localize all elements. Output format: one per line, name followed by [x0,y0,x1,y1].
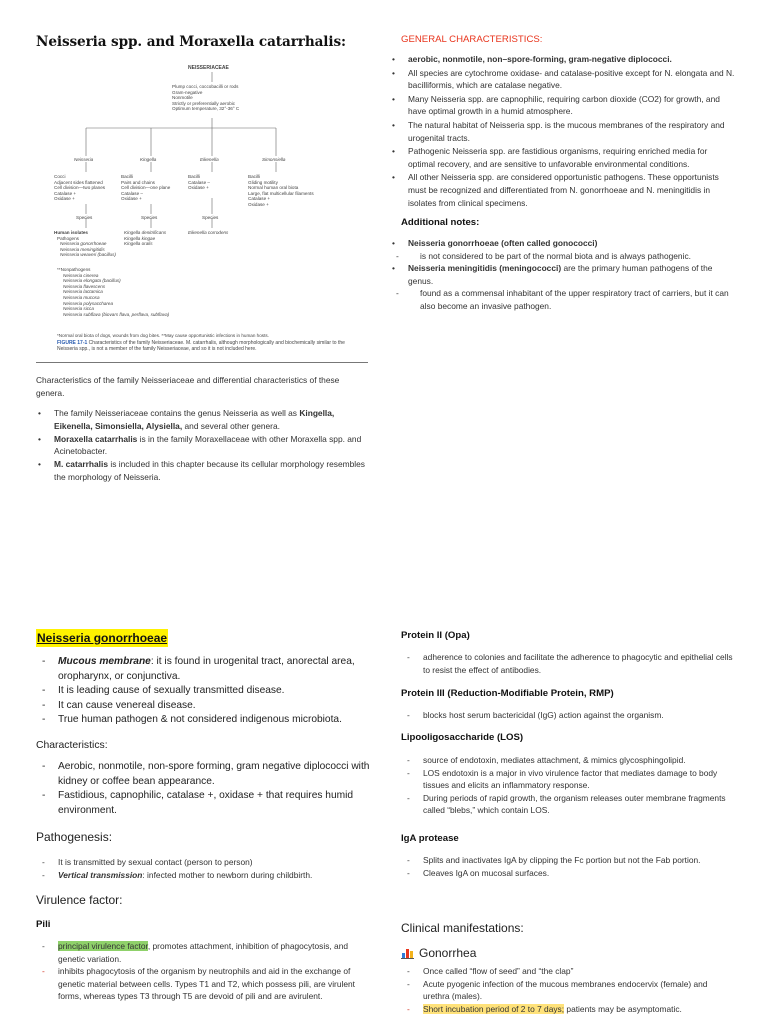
list-item: - True human pathogen & not considered indigenous microbiota. [36,713,370,728]
list-item: - blocks host serum bactericidal (IgG) action against the organism. [401,709,735,722]
list-item: - During periods of rapid growth, the organism releases outer membrane fragments called “blebs,” which contain LOS. [401,792,735,817]
prop: Oxidase + [121,196,142,202]
list-item: • Moraxella catarrhalis is in the family Moraxellaceae with other Moraxella spp. and Acinetobacter. [36,433,368,458]
list-item: - Short incubation period of 2 to 7 days; patients may be asymptomatic. [401,1003,735,1016]
species-label: Species [202,215,219,220]
gonorrhea-heading: Gonorrhea [401,946,476,960]
prop: Normal human oral biota [248,185,299,191]
genus-neisseria: Neisseria [74,157,94,162]
gonorrhoeae-intro [36,655,370,728]
list-item: - It is transmitted by sexual contact (person to person) [36,856,370,869]
figure-caption [57,340,357,352]
list-item: - Fastidious, capnophilic, catalase +, oxidase + that requires humid environment. [36,789,370,818]
left-bullets [36,407,368,484]
list-item: - found as a commensal inhabitant of the upper respiratory tract of carriers, but it can also become an invasive pathogen. [390,287,735,312]
species-item: Neisseria polysaccharea [63,300,114,306]
gonorrhoeae-title: Neisseria gonorrhoeae [37,631,168,645]
prop: Gliding motility [248,179,278,185]
opa-list [401,651,735,676]
figure-footnote: *Normal oral biota of dogs, wounds from dog bites. **May cause opportunistic infections in human hosts. [57,333,269,338]
rmp-heading: Protein III (Reduction-Modifiable Protein, RMP) [401,688,614,699]
prop: Catalase – [121,190,143,196]
list-item: • Neisseria gonorrhoeae (often called gonococci) [390,237,735,250]
species-item: Neisseria subflava (biovars flava, perflava, subflava) [63,311,170,317]
neisseria-species [54,230,116,258]
species-item: Neisseria weaveri (bacillus) [60,252,116,258]
list-item: - Acute pyogenic infection of the mucous membranes endocervix (female) and urethra (males). [401,978,735,1003]
species-item: Neisseria lactamica [63,289,103,295]
prop: Oxidase + [248,201,269,207]
iga-heading: IgA protease [401,833,459,844]
prop: Oxidase + [188,185,209,191]
list-item: • All other Neisseria spp. are considered opportunistic pathogens. These opportunists must be recognized and differentiated from N. gonorrhoeae and N. meningitidis in isolates from clinical specimens. [390,171,735,209]
figure-description: Characteristics of the family Neisseriaceae and differential characteristics of these genera. [36,375,340,398]
characteristics-heading: Characteristics: [36,740,108,751]
prop: Gram-negative [172,89,203,95]
caption-label: FIGURE 17-1 [57,340,88,346]
rmp-list [401,709,735,722]
list-item: • aerobic, nonmotile, non–spore-forming, gram-negative diplococci. [390,53,735,66]
list-item: - Cleaves IgA on mucosal surfaces. [401,867,735,880]
prop: Catalase – [188,179,210,185]
species-item: **Nonpathogens [57,267,91,272]
eikenella-props [188,174,210,191]
neisseriaceae-figure [36,60,368,364]
prop: Catalase + [54,190,77,196]
figure-divider [36,362,368,363]
list-item: • Pathogenic Neisseria spp. are fastidious organisms, requiring enriched media for optimal recovery, and are sensitive to unfavorable environmental conditions. [390,145,735,170]
page-title: Neisseria spp. and Moraxella catarrhalis: [36,34,346,50]
list-item: - It is leading cause of sexually transmitted disease. [36,684,370,699]
pili-list [36,940,370,1003]
characteristics-list [36,760,370,818]
gonorrhea-list [401,965,735,1015]
list-item: - Mucous membrane: it is found in urogenital tract, anorectal area, oropharynx, or conjunctiva. [36,655,370,684]
kingella-props [121,174,170,202]
species-item: Neisseria flavescens [63,283,106,289]
species-item: Neisseria elongata (bacillus) [63,278,121,284]
genus-simonsiella: Simonsiella [262,157,286,162]
species-item: Human isolates [54,230,88,235]
species-item: Neisseria cinerea [63,272,99,278]
highlight: Short incubation period of 2 to 7 days; [423,1003,565,1014]
list-item: • All species are cytochrome oxidase- and catalase-positive except for N. elongata and N. bacilliformis, which are catalase negative. [390,67,735,92]
additional-notes [390,237,735,313]
prop: Cell division—one plane [121,185,171,191]
clinical-heading: Clinical manifestations: [401,921,524,935]
los-heading: Lipooligosaccharide (LOS) [401,732,524,743]
chart-icon [401,947,414,959]
genus-eikenella: Eikenella [200,157,219,162]
list-item: - adherence to colonies and facilitate the adherence to phagocytic and epithelial cells to resist the effect of antibodies. [401,651,735,676]
list-item: - inhibits phagocytosis of the organism by neutrophils and aid in the exchange of genetic material between cells. Types T1 and T2, which possess pili, are virulent forms, whereas types T3 through T5 are devoid of pili and are avirulent. [36,965,370,1003]
list-item: • Neisseria meningitidis (meningococci) are the primary human pathogens of the genus. [390,262,735,287]
species-item: Kingella kingae [124,235,156,241]
list-item: - It can cause venereal disease. [36,699,370,714]
list-item: - LOS endotoxin is a major in vivo virulence factor that mediates damage to body tissues and elicits an inflammatory response. [401,767,735,792]
species-label: Species [76,215,93,220]
pili-heading: Pili [36,919,51,930]
list-item: • The natural habitat of Neisseria spp. is the mucous membranes of the respiratory and urogenital tracts. [390,119,735,144]
pathogenesis-list [36,856,370,881]
prop: Bacilli [121,174,133,179]
additional-notes-heading: Additional notes: [401,217,480,228]
species-item: Neisseria meningitidis [60,246,105,252]
list-item: • The family Neisseriaceae contains the genus Neisseria as well as Kingella, Eikenella, Simonsiella, Alysiella, and several other genera. [36,407,368,432]
species-item: Neisseria sicca [63,306,94,312]
species-item: Neisseria gonorrhoeae [60,241,107,247]
iga-list [401,854,735,879]
list-item: - Once called “flow of seed” and “the clap” [401,965,735,978]
tree-root-props [172,84,239,112]
prop: Cocci [54,174,66,179]
prop: Catalase + [248,196,271,202]
opa-heading: Protein II (Opa) [401,630,470,641]
tree-root: NEISSERIACEAE [188,65,229,71]
prop: Optimum temperature, 32°-36° C [172,106,240,112]
list-item: - Splits and inactivates IgA by clipping the Fc portion but not the Fab portion. [401,854,735,867]
species-item: Kingella oralis [124,241,153,247]
genus-kingella: Kingella [140,157,157,162]
list-item: • Many Neisseria spp. are capnophilic, requiring carbon dioxide (CO2) for growth, and have optimal growth in a humid atmosphere. [390,93,735,118]
prop: Nonmotile [172,95,193,101]
list-item: - Aerobic, nonmotile, non-spore forming, gram negative diplococci with kidney or coffee bean appearance. [36,760,370,789]
species-label: Species [141,215,158,220]
prop: Cell division—two planes [54,185,106,191]
list-item: - Vertical transmission: infected mother to newborn during childbirth. [36,869,370,882]
prop: Adjacent sides flattened [54,179,103,185]
los-list [401,754,735,817]
list-item: • M. catarrhalis is included in this chapter because its cellular morphology resembles the morphology of Neisseria. [36,458,368,483]
neisseria-props [54,174,105,202]
caption-text: Characteristics of the family Neisseriaceae. M. catarrhalis, although morphologically and biochemically similar to the Neisseria spp., is not a member of the family Neisseriaceae, and so it is not included here. [57,340,345,352]
highlight: principal virulence factor [58,941,148,951]
prop: Bacilli [248,174,260,179]
list-item: - is not considered to be part of the normal biota and is always pathogenic. [390,250,735,263]
eikenella-species: Eikenella corrodens [188,230,229,235]
prop: Oxidase + [54,196,75,202]
pathogenesis-heading: Pathogenesis: [36,830,113,844]
species-item: Neisseria mucosa [63,294,100,300]
prop: Bacilli [188,174,200,179]
species-item: Pathogens [57,235,79,241]
nonpathogens-list [57,267,169,317]
list-item: - principal virulence factor, promotes attachment, inhibition of phagocytosis, and genetic variation. [36,940,370,965]
kingella-species [124,230,166,247]
general-heading: GENERAL CHARACTERISTICS: [401,34,543,45]
list-item: - source of endotoxin, mediates attachment, & mimics glycosphingolipid. [401,754,735,767]
virulence-heading: Virulence factor: [36,893,123,907]
simonsiella-props [248,174,314,208]
prop: Pairs and chains [121,179,155,185]
prop: Large, flat multicellular filaments [248,190,314,196]
species-item: Kingella denitrificans [124,230,167,235]
prop: Plump cocci, coccobacilli or rods [172,84,239,89]
prop: Strictly or preferentially aerobic [172,100,236,106]
general-bullets [390,53,735,209]
